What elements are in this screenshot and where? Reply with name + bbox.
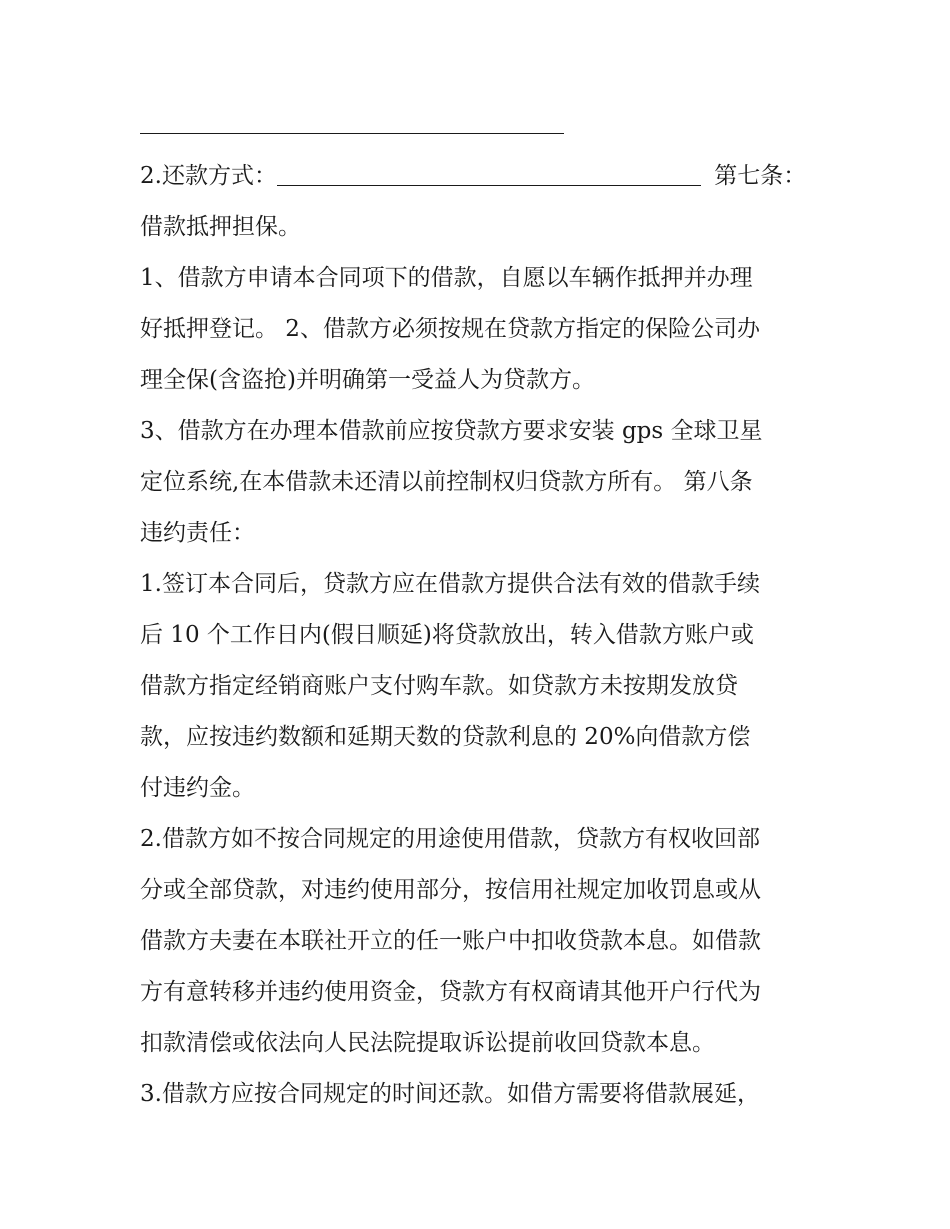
text-line: 1.签订本合同后，贷款方应在借款方提供合法有效的借款手续 — [140, 571, 760, 597]
text-line: 3、借款方在办理本借款前应按贷款方要求安装 gps 全球卫星 — [140, 418, 763, 444]
text-line: 好抵押登记。 2、借款方必须按规在贷款方指定的保险公司办 — [140, 316, 760, 342]
text-line: 借款方指定经销商账户支付购车款。如贷款方未按期发放贷 — [140, 673, 738, 699]
text-line: 借款抵押担保。 — [140, 214, 301, 240]
contract-text — [140, 108, 820, 1120]
text-line: 定位系统,在本借款未还清以前控制权归贷款方所有。 第八条 — [140, 469, 753, 495]
text-line: 付违约金。 — [140, 775, 255, 801]
text-line: 借款方夫妻在本联社开立的任一账户中扣收贷款本息。如借款 — [140, 928, 761, 954]
text-line: 3.借款方应按合同规定的时间还款。如借方需要将借款展延， — [140, 1081, 760, 1107]
text-line: 2.借款方如不按合同规定的用途使用借款，贷款方有权收回部 — [140, 826, 760, 852]
text-line: 违约责任： — [140, 520, 255, 546]
text-line: 款，应按违约数额和延期天数的贷款利息的 20%向借款方偿 — [140, 724, 751, 750]
text-line: 理全保(含盗抢)并明确第一受益人为贷款方。 — [140, 367, 595, 393]
repayment-method-blank — [277, 184, 701, 186]
text-line: 方有意转移并违约使用资金，贷款方有权商请其他开户行代为 — [140, 979, 761, 1005]
text-line: 分或全部贷款，对违约使用部分，按信用社规定加收罚息或从 — [140, 877, 761, 903]
text-line: 扣款清偿或依法向人民法院提取诉讼提前收回贷款本息。 — [140, 1030, 715, 1056]
text-line: 1、借款方申请本合同项下的借款，自愿以车辆作抵押并办理 — [140, 265, 753, 291]
article-seven-heading: 第七条： — [706, 163, 807, 189]
repayment-method-line — [140, 151, 820, 202]
text-line: 后 10 个工作日内(假日顺延)将贷款放出，转入借款方账户或 — [140, 622, 754, 648]
repayment-method-label: 2.还款方式： — [140, 163, 277, 189]
